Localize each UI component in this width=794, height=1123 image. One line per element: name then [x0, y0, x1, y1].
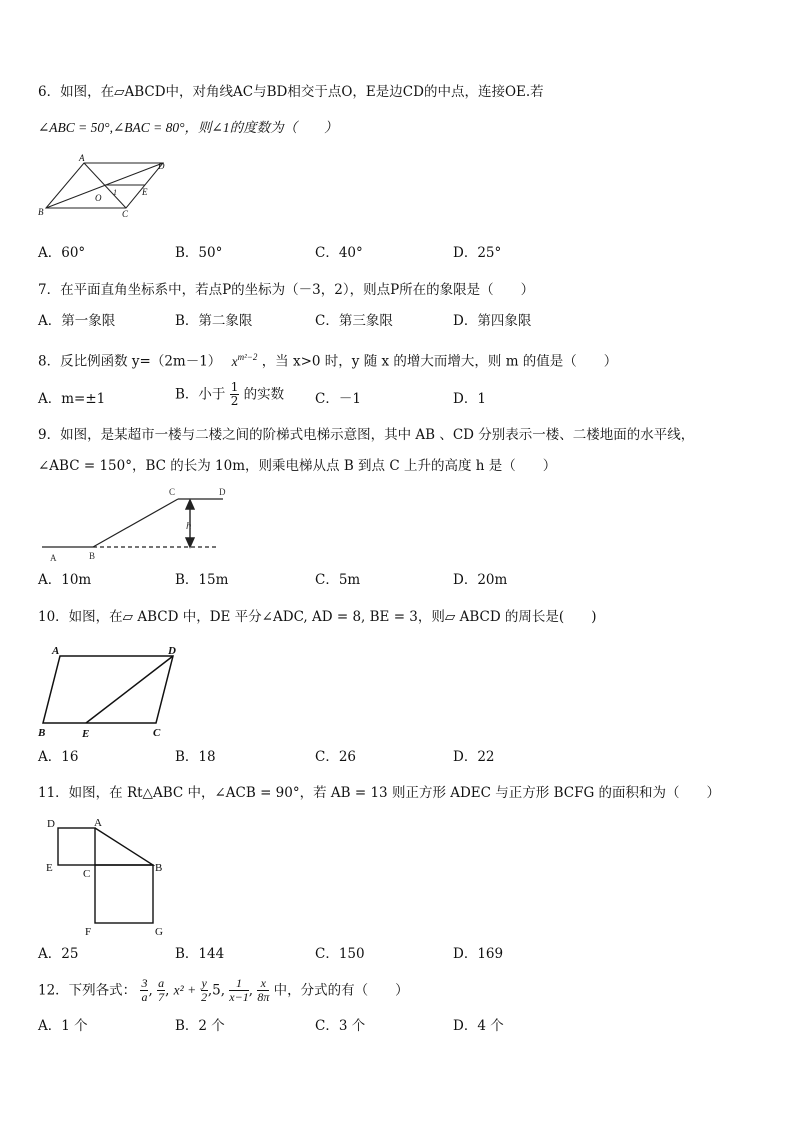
q9-label-a: A: [50, 553, 57, 563]
q6-label-b: B: [38, 207, 44, 217]
q12-fraction-5: [257, 977, 269, 1004]
q6-stem-line1: 6．如图，在▱ABCD中，对角线AC与BD相交于点O，E是边CD的中点，连接OE.若: [38, 84, 544, 100]
q11-option-a[interactable]: A．25: [38, 946, 79, 962]
q6-label-d: D: [158, 161, 165, 171]
q10-option-d[interactable]: D．22: [453, 749, 495, 765]
q11-label-e: E: [46, 862, 53, 874]
q10-label-d: D: [168, 645, 176, 657]
q12-fraction-5-den: 8π: [257, 990, 270, 1004]
q8-power-base: x: [231, 353, 238, 369]
q11-label-f: F: [85, 926, 92, 938]
q10-label-e: E: [82, 728, 90, 740]
q12-option-a[interactable]: A．1 个: [38, 1018, 88, 1034]
q12-stem-prefix: 12．下列各式：: [38, 982, 137, 999]
q8-stem-suffix: ，当 x>0 时，y 随 x 的增大而增大，则 m 的值是（ ）: [261, 353, 618, 370]
q7-option-d[interactable]: D．第四象限: [453, 313, 532, 329]
q8-stem-prefix: 8．反比例函数 y=（2m－1）: [38, 353, 222, 370]
q11-squares-figure: [38, 814, 178, 939]
q12-fraction-2-num: a: [158, 976, 165, 990]
q8-stem: [38, 348, 617, 371]
q7-option-b[interactable]: B．第二象限: [175, 313, 253, 329]
q8-option-d[interactable]: D．1: [453, 391, 486, 407]
q12-fraction-2-den: 7: [158, 990, 165, 1004]
q6-option-b[interactable]: B．50°: [175, 245, 223, 261]
q12-fraction-3-den: 2: [201, 990, 208, 1004]
q11-label-g: G: [155, 926, 163, 938]
q7-option-c[interactable]: C．第三象限: [315, 313, 393, 329]
q8-option-b-fraction-num: 1: [230, 380, 239, 394]
q9-stem-line2: ∠ABC = 150°，BC 的长为 10m，则乘电梯从点 B 到点 C 上升的高度 h 是（ ）: [38, 458, 557, 474]
q12-stem: 12．下列各式： $\frac{3}{a}$ , $\frac{a}{7}$ , x² + $\frac{y}{2}$ ,5, $\frac{1}{x-1}$ , $\frac{x}{8\pi}$ 中，分式的有（ ）: [38, 976, 409, 1004]
q7-stem: 7．在平面直角坐标系中，若点P的坐标为（－3，2），则点P所在的象限是（ ）: [38, 282, 535, 298]
q11-label-d: D: [47, 818, 55, 830]
q11-option-c[interactable]: C．150: [315, 946, 365, 962]
q9-escalator-figure: [38, 485, 238, 565]
q12-fraction-1-num: 3: [141, 976, 148, 990]
q12-fraction-4-num: 1: [229, 977, 248, 991]
q6-label-c: C: [122, 209, 129, 219]
q8-power-exponent: m²−2: [237, 352, 258, 362]
q12-option-b[interactable]: B．2 个: [175, 1018, 225, 1034]
q6-label-o: O: [95, 193, 102, 203]
q9-label-b: B: [89, 551, 96, 561]
q11-option-d[interactable]: D．169: [453, 946, 504, 962]
q12-fraction-2: [157, 977, 165, 1004]
q8-option-b-label: B．小于: [175, 386, 226, 403]
q6-parallelogram-figure: [38, 155, 168, 220]
q12-fraction-1-den: a: [141, 990, 148, 1004]
q12-fraction-5-num: x: [257, 977, 269, 991]
q11-label-a: A: [94, 817, 102, 829]
q9-option-c[interactable]: C．5m: [315, 572, 361, 588]
q9-label-h: h: [186, 520, 192, 532]
q10-option-a[interactable]: A．16: [38, 749, 79, 765]
q12-fraction-3: [201, 977, 208, 1004]
q11-stem: 11．如图，在 Rt△ABC 中，∠ACB = 90°，若 AB = 13 则正方形 ADEC 与正方形 BCFG 的面积和为（ ）: [38, 785, 721, 801]
q9-stem-line1: 9．如图，是某超市一楼与二楼之间的阶梯式电梯示意图，其中 AB 、CD 分别表示一楼、二楼地面的水平线，: [38, 427, 695, 443]
q12-stem-suffix: 中，分式的有（ ）: [273, 982, 409, 999]
q9-label-c: C: [169, 487, 176, 497]
q9-option-b[interactable]: B．15m: [175, 572, 229, 588]
q12-fraction-4-den: x−1: [229, 990, 249, 1004]
q8-option-b[interactable]: [175, 381, 284, 408]
q9-label-d: D: [219, 487, 226, 497]
q8-option-c[interactable]: C．－1: [315, 391, 361, 407]
q11-label-b: B: [155, 862, 163, 874]
q6-label-a: A: [79, 153, 85, 163]
q7-option-a[interactable]: A．第一象限: [38, 313, 116, 329]
q6-option-c[interactable]: C．40°: [315, 245, 363, 261]
q11-option-b[interactable]: B．144: [175, 946, 225, 962]
q6-label-e: E: [142, 187, 148, 197]
q8-option-b-fraction-den: 2: [230, 394, 239, 408]
q10-stem: 10．如图，在▱ ABCD 中，DE 平分∠ADC, AD = 8, BE = 3，则▱ ABCD 的周长是( ): [38, 609, 597, 625]
q6-stem-line2: ∠ABC = 50°,∠BAC = 80°，则∠1的度数为（ ）: [38, 120, 338, 135]
q12-option-d[interactable]: D．4 个: [453, 1018, 504, 1034]
q12-option-c[interactable]: C．3 个: [315, 1018, 366, 1034]
q10-label-c: C: [153, 727, 161, 739]
q11-label-c: C: [83, 868, 91, 880]
q10-label-a: A: [52, 645, 60, 657]
q8-option-b-tail: 的实数: [243, 386, 285, 403]
q10-option-b[interactable]: B．18: [175, 749, 216, 765]
q10-label-b: B: [38, 727, 46, 739]
q9-option-a[interactable]: A．10m: [38, 572, 92, 588]
q12-term-x2: x² +: [173, 982, 197, 998]
q6-option-a[interactable]: A．60°: [38, 245, 86, 261]
q10-option-c[interactable]: C．26: [315, 749, 357, 765]
q8-option-a[interactable]: A．m=±1: [38, 391, 106, 407]
q6-label-1: 1: [113, 188, 117, 197]
q12-fraction-4: [229, 977, 248, 1004]
q12-fraction-3-num: y: [201, 976, 207, 990]
q8-option-b-fraction: [230, 381, 240, 408]
q12-term-5: ,5,: [207, 982, 225, 999]
q9-option-d[interactable]: D．20m: [453, 572, 508, 588]
q10-parallelogram-figure: [38, 640, 188, 740]
q6-option-d[interactable]: D．25°: [453, 245, 502, 261]
